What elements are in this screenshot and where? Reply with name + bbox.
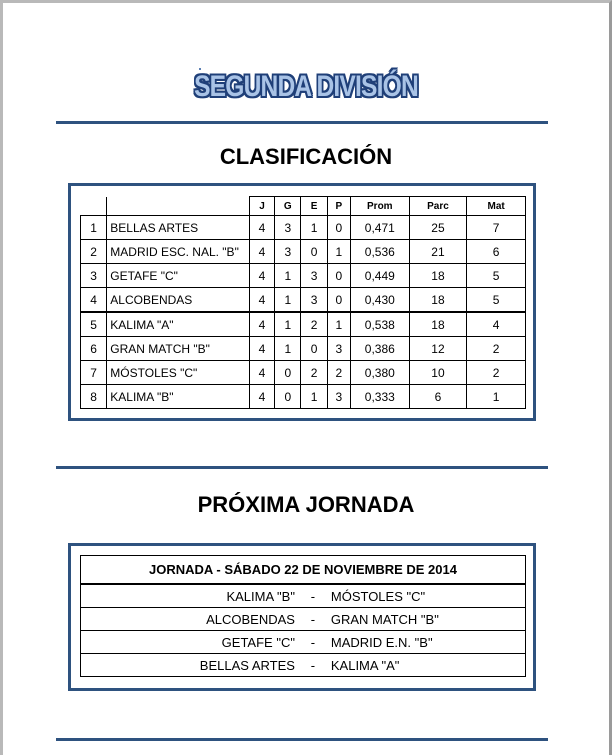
round-date: JORNADA - SÁBADO 22 DE NOVIEMBRE DE 2014	[81, 556, 526, 585]
table-row	[81, 288, 526, 313]
standings-heading: CLASIFICACIÓN	[219, 144, 393, 169]
cell-mat: 6	[467, 240, 526, 264]
cell-mat: 4	[467, 312, 526, 337]
team-name: MÓSTOLES "C"	[107, 361, 250, 385]
column-header: J	[249, 197, 274, 216]
header-blank	[107, 197, 250, 216]
cell-mat: 1	[467, 385, 526, 409]
away-team: KALIMA "A"	[323, 654, 526, 677]
cell-j: 4	[249, 216, 274, 240]
table-row	[81, 216, 526, 240]
cell-prom: 0,380	[350, 361, 409, 385]
cell-g: 1	[275, 312, 301, 337]
divider-bottom	[56, 738, 548, 741]
fixture-row	[81, 608, 526, 631]
team-name: GETAFE "C"	[107, 264, 250, 288]
cell-parc: 18	[409, 288, 467, 313]
table-row	[81, 337, 526, 361]
standings-box	[68, 183, 536, 421]
cell-pos: 5	[81, 312, 107, 337]
fixture-row	[81, 584, 526, 608]
cell-j: 4	[249, 240, 274, 264]
column-header: E	[301, 197, 327, 216]
cell-pos: 6	[81, 337, 107, 361]
table-row	[81, 240, 526, 264]
next-round-box	[68, 543, 536, 691]
divider-middle	[56, 466, 548, 469]
cell-g: 0	[275, 385, 301, 409]
next-round-heading: PRÓXIMA JORNADA	[197, 492, 415, 517]
cell-mat: 5	[467, 264, 526, 288]
cell-p: 1	[327, 240, 350, 264]
cell-mat: 7	[467, 216, 526, 240]
cell-mat: 2	[467, 361, 526, 385]
cell-j: 4	[249, 385, 274, 409]
fixtures-date-row	[81, 556, 526, 585]
column-header: Parc	[409, 197, 467, 216]
cell-e: 2	[301, 361, 327, 385]
cell-p: 3	[327, 385, 350, 409]
cell-parc: 25	[409, 216, 467, 240]
cell-g: 1	[275, 264, 301, 288]
cell-parc: 6	[409, 385, 467, 409]
cell-p: 0	[327, 288, 350, 313]
fixtures-table	[80, 555, 526, 677]
cell-p: 2	[327, 361, 350, 385]
cell-pos: 4	[81, 288, 107, 313]
cell-g: 1	[275, 288, 301, 313]
cell-pos: 8	[81, 385, 107, 409]
cell-e: 0	[301, 337, 327, 361]
away-team: MÓSTOLES "C"	[323, 584, 526, 608]
team-name: BELLAS ARTES	[107, 216, 250, 240]
home-team: BELLAS ARTES	[81, 654, 303, 677]
cell-pos: 7	[81, 361, 107, 385]
divider-top	[56, 121, 548, 124]
cell-prom: 0,471	[350, 216, 409, 240]
cell-j: 4	[249, 264, 274, 288]
cell-e: 1	[301, 385, 327, 409]
cell-p: 3	[327, 337, 350, 361]
table-row	[81, 312, 526, 337]
home-team: GETAFE "C"	[81, 631, 303, 654]
cell-pos: 1	[81, 216, 107, 240]
table-row	[81, 361, 526, 385]
cell-j: 4	[249, 288, 274, 313]
cell-prom: 0,386	[350, 337, 409, 361]
standings-table	[80, 196, 526, 409]
cell-parc: 10	[409, 361, 467, 385]
table-row	[81, 264, 526, 288]
column-header: Prom	[350, 197, 409, 216]
column-header: Mat	[467, 197, 526, 216]
team-name: GRAN MATCH "B"	[107, 337, 250, 361]
cell-parc: 18	[409, 264, 467, 288]
home-team: KALIMA "B"	[81, 584, 303, 608]
away-team: GRAN MATCH "B"	[323, 608, 526, 631]
cell-prom: 0,449	[350, 264, 409, 288]
cell-p: 1	[327, 312, 350, 337]
match-separator: -	[303, 608, 323, 631]
cell-e: 1	[301, 216, 327, 240]
cell-mat: 5	[467, 288, 526, 313]
cell-pos: 2	[81, 240, 107, 264]
cell-e: 3	[301, 288, 327, 313]
fixture-row	[81, 631, 526, 654]
cell-prom: 0,538	[350, 312, 409, 337]
cell-prom: 0,333	[350, 385, 409, 409]
team-name: MADRID ESC. NAL. "B"	[107, 240, 250, 264]
cell-g: 0	[275, 361, 301, 385]
cell-parc: 18	[409, 312, 467, 337]
standings-header-row	[81, 197, 526, 216]
match-separator: -	[303, 654, 323, 677]
cell-g: 3	[275, 216, 301, 240]
away-team: MADRID E.N. "B"	[323, 631, 526, 654]
cell-g: 1	[275, 337, 301, 361]
header-blank	[81, 197, 107, 216]
home-team: ALCOBENDAS	[81, 608, 303, 631]
cell-p: 0	[327, 216, 350, 240]
cell-e: 2	[301, 312, 327, 337]
cell-prom: 0,430	[350, 288, 409, 313]
team-name: ALCOBENDAS	[107, 288, 250, 313]
match-separator: -	[303, 631, 323, 654]
cell-j: 4	[249, 312, 274, 337]
column-header: G	[275, 197, 301, 216]
cell-parc: 12	[409, 337, 467, 361]
division-title: SEGUNDA DIVISIÓN	[194, 70, 418, 103]
cell-pos: 3	[81, 264, 107, 288]
team-name: KALIMA "A"	[107, 312, 250, 337]
fixture-row	[81, 654, 526, 677]
cell-j: 4	[249, 337, 274, 361]
match-separator: -	[303, 584, 323, 608]
cell-j: 4	[249, 361, 274, 385]
cell-g: 3	[275, 240, 301, 264]
cell-prom: 0,536	[350, 240, 409, 264]
column-header: P	[327, 197, 350, 216]
cell-p: 0	[327, 264, 350, 288]
cell-parc: 21	[409, 240, 467, 264]
table-row	[81, 385, 526, 409]
team-name: KALIMA "B"	[107, 385, 250, 409]
cell-e: 3	[301, 264, 327, 288]
cell-mat: 2	[467, 337, 526, 361]
cell-e: 0	[301, 240, 327, 264]
